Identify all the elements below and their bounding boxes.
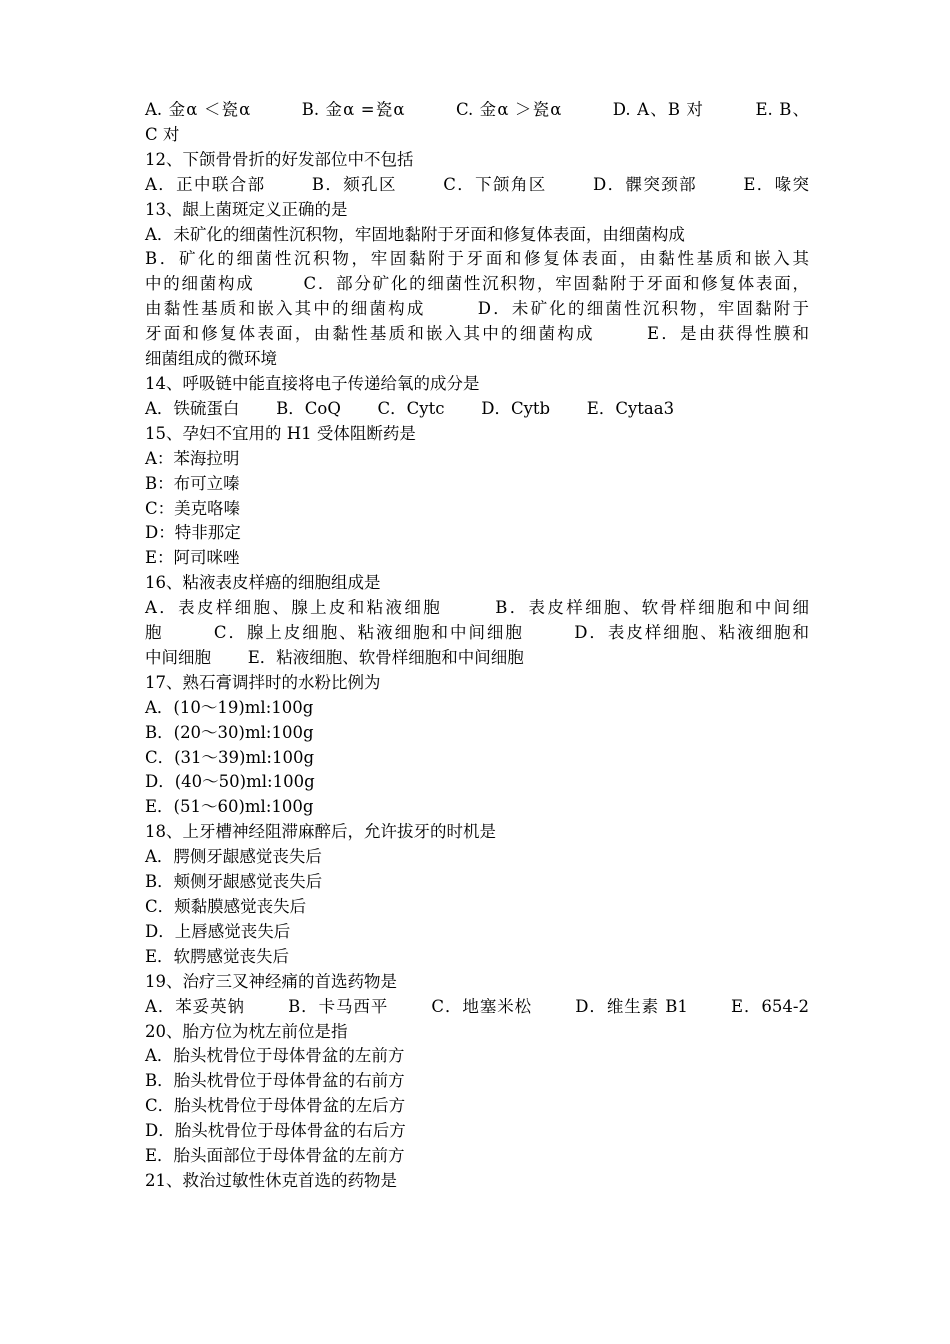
q18-option-c: C．颊黏膜感觉丧失后 — [145, 897, 307, 916]
q13-option-line: B．矿化的细菌性沉积物，牢固黏附于牙面和修复体表面，由黏性基质和嵌入其 — [145, 249, 809, 269]
q17-option-d: D．(40～50)ml:100g — [145, 772, 315, 792]
q15-option-b: B：布可立嗪 — [145, 473, 240, 493]
q12-question: 12、下颌骨骨折的好发部位中不包括 — [145, 149, 414, 169]
q20-option-c: C．胎头枕骨位于母体骨盆的左后方 — [145, 1096, 406, 1116]
q13-option-line: A．未矿化的细菌性沉积物，牢固地黏附于牙面和修复体表面，由细菌构成 — [145, 224, 685, 244]
q16-option-line: 中间细胞 E．粘液细胞、软骨样细胞和中间细胞 — [145, 647, 524, 667]
q17-option-c: C．(31～39)ml:100g — [145, 747, 315, 767]
q14-question: 14、呼吸链中能直接将电子传递给氧的成分是 — [145, 373, 480, 393]
q13-question: 13、龈上菌斑定义正确的是 — [145, 199, 348, 219]
q16-option-line: A．表皮样细胞、腺上皮和粘液细胞 B．表皮样细胞、软骨样细胞和中间细 — [145, 598, 809, 618]
document-body — [145, 98, 809, 1194]
q17-option-b: B．(20～30)ml:100g — [145, 722, 314, 742]
q18-option-e: E．软腭感觉丧失后 — [145, 946, 290, 966]
q18-option-a: A．腭侧牙龈感觉丧失后 — [145, 847, 322, 867]
q11-options-line-2: C 对 — [145, 124, 180, 144]
q13-option-line: 中的细菌构成 C．部分矿化的细菌性沉积物，牢固黏附于牙面和修复体表面， — [145, 274, 809, 294]
q18-option-d: D．上唇感觉丧失后 — [145, 921, 291, 941]
q20-option-a: A．胎头枕骨位于母体骨盆的左前方 — [145, 1046, 405, 1066]
q16-option-line: 胞 C．腺上皮细胞、粘液细胞和中间细胞 D．表皮样细胞、粘液细胞和 — [145, 623, 809, 643]
q15-option-e: E：阿司咪唑 — [145, 548, 240, 568]
q15-option-c: C：美克咯嗪 — [145, 498, 241, 518]
q17-question: 17、熟石膏调拌时的水粉比例为 — [145, 672, 381, 692]
q13-option-line: 牙面和修复体表面，由黏性基质和嵌入其中的细菌构成 E．是由获得性膜和 — [145, 324, 809, 344]
q20-option-d: D．胎头枕骨位于母体骨盆的右后方 — [145, 1121, 406, 1141]
q19-options: A．苯妥英钠 B．卡马西平 C．地塞米松 D．维生素 B1 E．654-2 — [145, 996, 809, 1016]
q14-options: A．铁硫蛋白 B．CoQ C．Cytc D．Cytb E．Cytaa3 — [145, 398, 675, 418]
q17-option-e: E．(51～60)ml:100g — [145, 797, 314, 817]
q18-question: 18、上牙槽神经阻滞麻醉后，允许拔牙的时机是 — [145, 822, 496, 842]
q11-options-line-1: A. 金α ＜瓷α B. 金α =瓷α C. 金α ＞瓷α D. A、B 对 E. B、 — [145, 100, 809, 119]
q17-option-a: A．(10～19)ml:100g — [145, 697, 314, 717]
q12-options: A．正中联合部 B．颏孔区 C．下颌角区 D．髁突颈部 E．喙突 — [145, 174, 809, 194]
q20-option-e: E．胎头面部位于母体骨盆的左前方 — [145, 1146, 405, 1166]
q13-option-line: 由黏性基质和嵌入其中的细菌构成 D．未矿化的细菌性沉积物，牢固黏附于 — [145, 299, 809, 319]
q15-option-d: D：特非那定 — [145, 523, 241, 543]
q15-option-a: A：苯海拉明 — [145, 448, 240, 468]
q20-option-b: B．胎头枕骨位于母体骨盆的右前方 — [145, 1071, 405, 1091]
q15-question: 15、孕妇不宜用的 H1 受体阻断药是 — [145, 423, 416, 443]
q18-option-b: B．颊侧牙龈感觉丧失后 — [145, 872, 323, 892]
q16-question: 16、粘液表皮样癌的细胞组成是 — [145, 573, 381, 593]
q13-option-line: 细菌组成的微环境 — [145, 349, 277, 369]
q20-question: 20、胎方位为枕左前位是指 — [145, 1021, 348, 1041]
q21-question: 21、救治过敏性休克首选的药物是 — [145, 1170, 397, 1190]
q19-question: 19、治疗三叉神经痛的首选药物是 — [145, 971, 397, 991]
